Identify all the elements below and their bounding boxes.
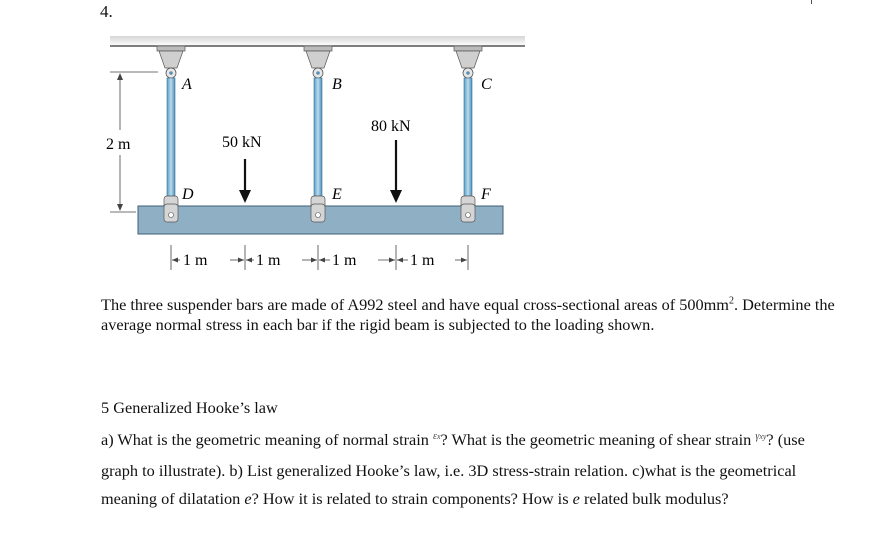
- load-right-label: 80 kN: [371, 118, 411, 135]
- problem5-title: 5 Generalized Hooke’s law: [101, 398, 278, 417]
- label-E: E: [332, 186, 342, 203]
- problem5-part-a: a) What is the geometric meaning of normal strain $^{\varepsilon x}$? What is the geometric meaning of shear strain $^{\gamma xy}$? (use graph to illustrate). b) List generalized Hooke’s law, i.e. 3D stress-strain relation. c)what is the geometrical meaning of dilatation e? How it is related to strain components? How is e related bulk modulus?: [101, 430, 805, 508]
- shear-strain-symbol: γxy: [755, 431, 767, 442]
- height-dimension: [106, 72, 158, 212]
- label-D: D: [182, 186, 194, 203]
- dilatation-symbol-2: e: [572, 489, 580, 508]
- normal-strain-symbol: εx: [433, 431, 441, 442]
- span-3: 1 m: [332, 252, 357, 269]
- bar-BE: [304, 46, 332, 217]
- span-1: 1 m: [183, 252, 208, 269]
- label-A: A: [182, 76, 192, 93]
- question-number: 4.: [100, 2, 113, 21]
- height-dim-label: 2 m: [106, 136, 131, 153]
- load-50kN: [222, 134, 262, 203]
- span-2: 1 m: [256, 252, 281, 269]
- span-4: 1 m: [410, 252, 435, 269]
- label-F: F: [481, 186, 491, 203]
- span-dimensions: [171, 245, 468, 270]
- exponent: 2: [728, 295, 734, 307]
- dilatation-symbol: e: [244, 489, 252, 508]
- label-B: B: [332, 76, 342, 93]
- problem4-statement: The three suspender bars are made of A992 steel and have equal cross-sectional areas of $500mm^2$. Determine the average normal stress in each bar if the rigid beam is subjected to the loading shown.: [101, 295, 835, 334]
- label-C: C: [481, 76, 492, 93]
- load-80kN: [371, 118, 411, 203]
- load-left-label: 50 kN: [222, 134, 262, 151]
- ceiling: [110, 36, 525, 46]
- bar-AD: [157, 46, 185, 217]
- bar-CF: [454, 46, 482, 217]
